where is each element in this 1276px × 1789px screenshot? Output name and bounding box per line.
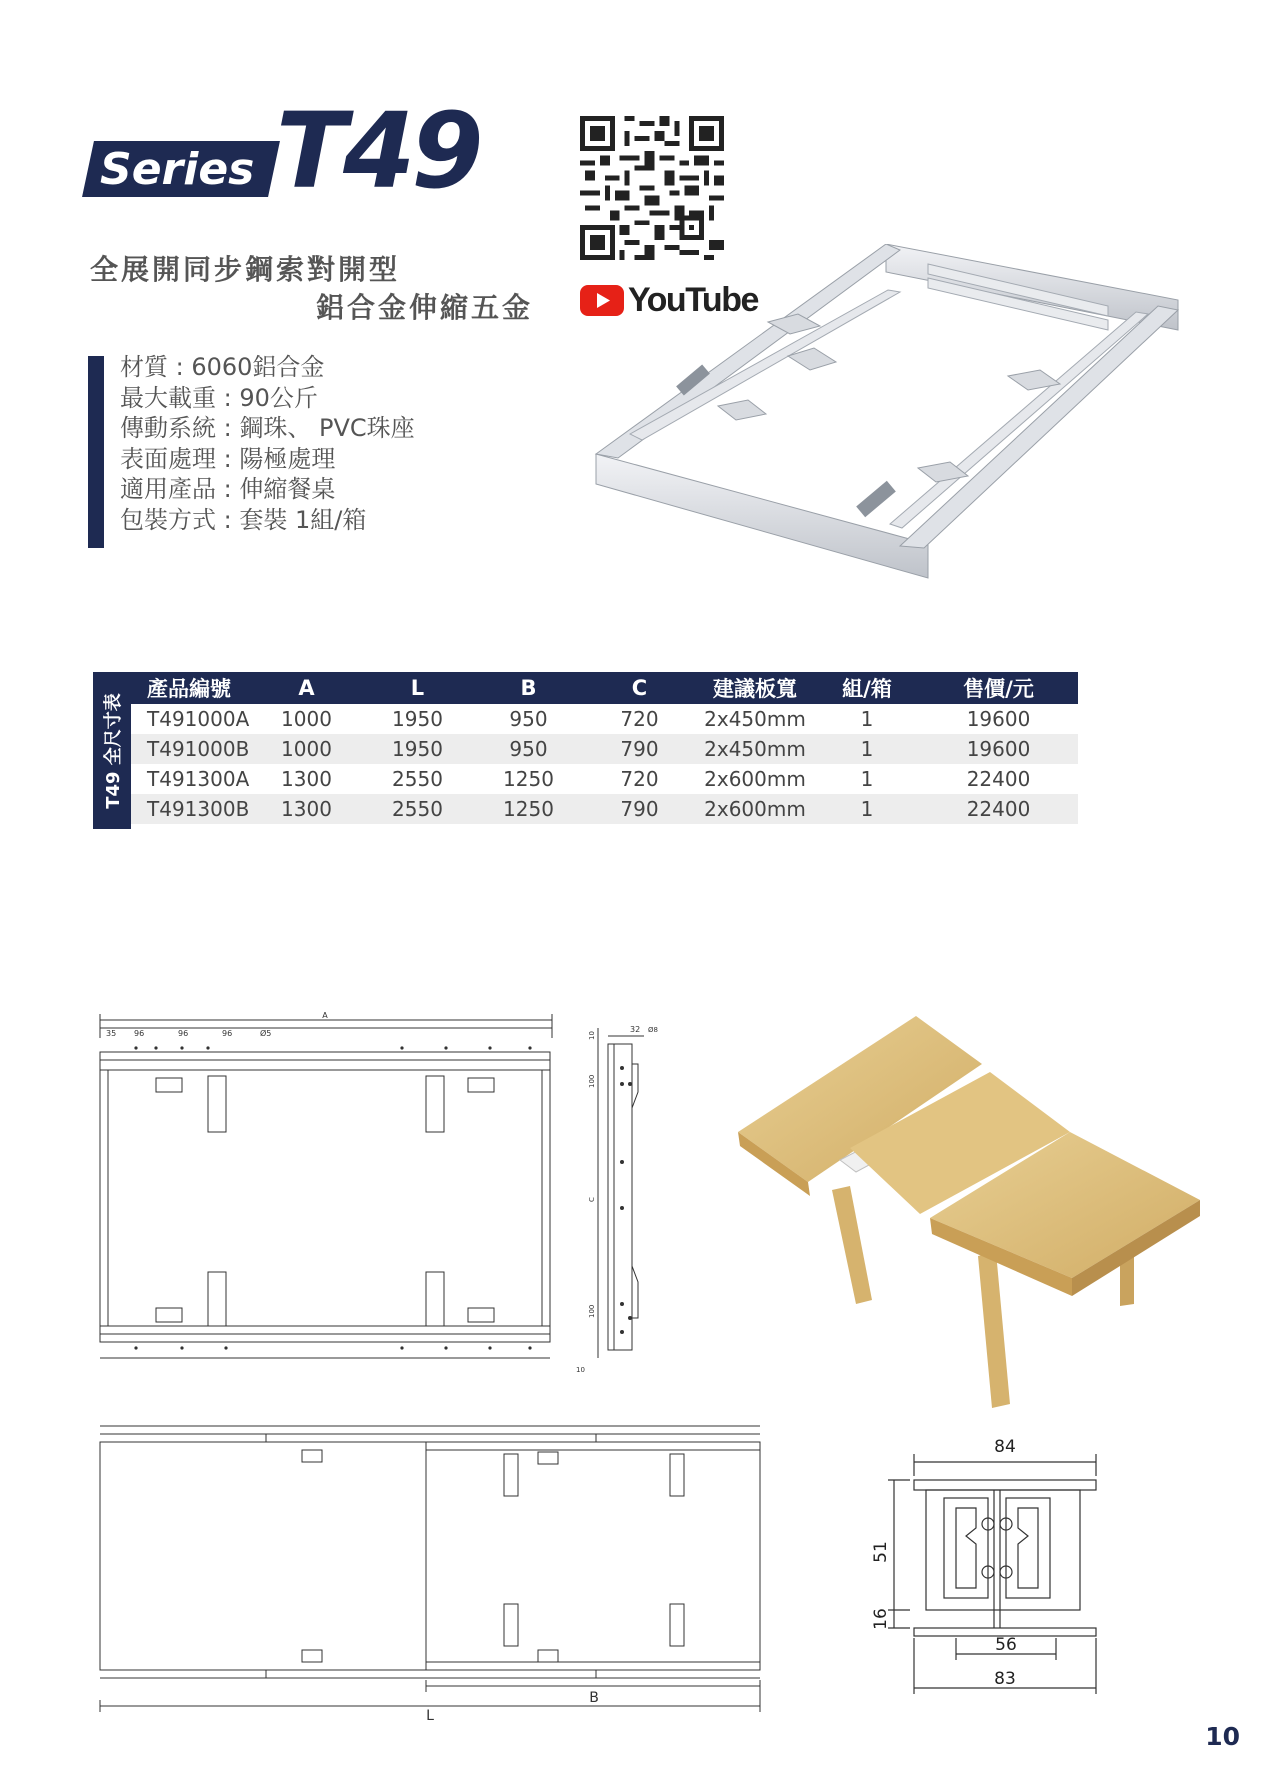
- dim-84: 84: [994, 1437, 1016, 1457]
- product-frame-image: [588, 244, 1198, 604]
- page-number: 10: [1205, 1722, 1240, 1751]
- dim-96-1: 96: [134, 1029, 145, 1038]
- dim-56: 56: [995, 1635, 1017, 1655]
- spec-transmission: 傳動系統 : 鋼珠、 PVC珠座: [120, 414, 415, 442]
- side-view-drawing: [574, 1008, 668, 1378]
- table-row: T491000A 1000 1950 950 720 2x450mm 1 19600: [147, 707, 1031, 731]
- dim-32: 32: [630, 1025, 641, 1034]
- dim-100-bottom: 100: [588, 1304, 596, 1318]
- header-b: B: [473, 672, 584, 704]
- dim-35: 35: [106, 1029, 117, 1038]
- dim-16: 16: [871, 1608, 891, 1630]
- table-row: T491300B 1300 2550 1250 790 2x600mm 1 22400: [131, 794, 1078, 824]
- header-part-number: 產品編號: [131, 672, 251, 704]
- dim-hole-8: Ø8: [648, 1026, 658, 1034]
- spec-list: [120, 352, 415, 535]
- dim-83: 83: [994, 1669, 1016, 1689]
- header-l: L: [362, 672, 473, 704]
- dim-a: A: [322, 1011, 328, 1020]
- header-a: A: [251, 672, 362, 704]
- extended-view-drawing: [96, 1414, 766, 1724]
- profile-section-drawing: [870, 1432, 1100, 1702]
- dim-c: C: [588, 1197, 596, 1202]
- model-title: T49: [276, 90, 480, 212]
- spec-accent-bar: [88, 356, 104, 548]
- series-word: Series: [100, 144, 255, 195]
- dim-l: L: [426, 1708, 434, 1724]
- spec-packaging: 包裝方式 : 套裝 1組/箱: [120, 505, 367, 534]
- dim-b: B: [589, 1690, 599, 1706]
- dim-100-top: 100: [588, 1074, 596, 1088]
- extended-table-photo: [720, 1000, 1210, 1420]
- top-view-drawing: [96, 1008, 556, 1378]
- table-row: T491000B 1000 1950 950 790 2x450mm 1 19600: [131, 734, 1078, 764]
- subtitle-line-1: 全展開同步鋼索對開型: [90, 253, 401, 286]
- youtube-link[interactable]: YouTube: [628, 281, 758, 319]
- header-board-width: 建議板寬: [695, 672, 815, 704]
- qr-code-icon[interactable]: [580, 116, 724, 260]
- size-table: [131, 672, 1078, 824]
- dim-10-bottom: 10: [576, 1366, 585, 1374]
- table-side-label: T49 全尺寸表: [93, 672, 131, 829]
- dim-hole-5: Ø5: [260, 1029, 272, 1038]
- spec-application: 適用產品 : 伸縮餐桌: [120, 475, 336, 503]
- header-sets-per-box: 組/箱: [815, 672, 919, 704]
- subtitle-line-2: 鋁合金伸縮五金: [316, 291, 534, 324]
- table-row: T491300A 1300 2550 1250 720 2x600mm 1 22400: [147, 767, 1031, 791]
- header-c: C: [584, 672, 695, 704]
- spec-surface: 表面處理 : 陽極處理: [120, 444, 336, 473]
- spec-material: 材質 : 6060鋁合金: [120, 353, 325, 381]
- dim-10-top: 10: [588, 1031, 596, 1040]
- spec-max-load: 最大載重 : 90公斤: [120, 383, 318, 412]
- dim-96-2: 96: [178, 1029, 189, 1038]
- dim-51: 51: [871, 1541, 891, 1563]
- table-header-row: [131, 672, 1078, 704]
- header-price: 售價/元: [919, 672, 1078, 704]
- dim-96-3: 96: [222, 1029, 233, 1038]
